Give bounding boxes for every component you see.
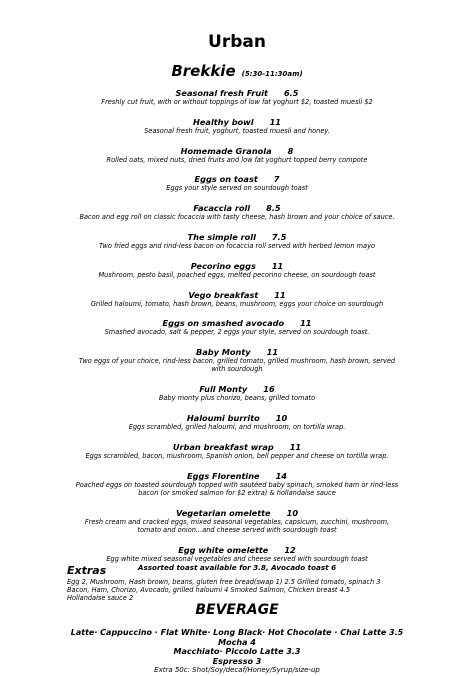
menu-item-description: Rolled oats, mixed nuts, dried fruits and low fat yoghurt topped berry compote <box>106 155 368 164</box>
menu-item-price: 12 <box>284 544 296 555</box>
menu-item-description: Baby monty plus chorizo, beans, grilled tomato <box>158 394 316 403</box>
menu-item-price: 10 <box>286 507 299 518</box>
menu-item-heading <box>0 413 474 423</box>
menu-item-heading <box>0 232 474 242</box>
menu-item-name: Facaccia roll <box>193 203 251 214</box>
menu-item-price: 11 <box>274 289 286 300</box>
beverage-line: Mocha 4 <box>218 637 256 647</box>
menu-item-description: Poached eggs on toasted sourdough topped with sautéed baby spinach, smoked ham or rind-less bacon (or smoked salmon for $2 extra) & hollandaise sauce <box>75 480 399 497</box>
menu-item-heading <box>0 471 474 481</box>
menu-item-price: 7.5 <box>271 231 287 242</box>
menu-item <box>0 146 474 164</box>
menu-item <box>0 88 474 106</box>
menu-item <box>0 174 474 192</box>
menu-item-name: Eggs on smashed avocado <box>162 318 285 329</box>
menu-item-heading <box>0 117 474 127</box>
restaurant-title: Urban <box>208 32 266 52</box>
menu-item-description: Two eggs of your choice, rind-less bacon, grilled tomato, grilled mushroom, hash brown, served with sourdough <box>78 357 396 374</box>
menu-item-note: Assorted toast available for 3.8, Avocado toast 6 <box>137 562 337 572</box>
menu-item-list <box>0 88 474 582</box>
menu-item-price: 11 <box>266 347 279 358</box>
extras-text: Egg 2, Mushroom, Hash brown, beans, gluten free bread(swap 1) 2.5 Grilled tomato, spinach 3 Bacon, Ham, Chorizo, Avocado, grilled haloumi 4 Smoked Salmon, Chicken breast 4.5 Hollandaise sauce 2 <box>67 578 381 602</box>
menu-item <box>0 442 474 460</box>
menu-item-heading <box>0 261 474 271</box>
menu-item <box>0 384 474 402</box>
beverage-line: Latte· Cappuccino · Flat White· Long Black· Hot Chocolate · Chai Latte 3.5 <box>70 628 404 637</box>
menu-item-heading <box>0 347 474 357</box>
menu-item-name: Pecorino eggs <box>190 260 256 271</box>
menu-item <box>0 347 474 373</box>
menu-item-name: Vegetarian omelette <box>175 507 271 518</box>
menu-item-name: Urban breakfast wrap <box>172 441 274 452</box>
menu-item-price: 6.5 <box>283 88 299 98</box>
menu-item <box>0 471 474 497</box>
beverage-line: Macchiato· Piccolo Latte 3.3 <box>173 647 301 657</box>
menu-item-description: Smashed avocado, salt & pepper, 2 eggs your style, served on sourdough toast. <box>104 328 370 337</box>
menu-item-price: 11 <box>289 441 302 452</box>
section-name: Brekkie <box>171 62 236 80</box>
menu-item-heading <box>0 508 474 518</box>
menu-item-name: Egg white omelette <box>178 544 269 555</box>
menu-item-name: Haloumi burrito <box>186 412 260 423</box>
section-hours: (5:30-11:30am) <box>241 70 303 78</box>
menu-item-description: Grilled haloumi, tomato, hash brown, beans, mushroom, eggs your choice on sourdough <box>90 299 384 308</box>
menu-item-name: Baby Monty <box>195 347 251 358</box>
menu-item-price: 7 <box>273 174 280 185</box>
menu-item-price: 8 <box>287 145 294 156</box>
menu-item-name: Seasonal fresh Fruit <box>175 88 268 98</box>
menu-item-heading <box>0 318 474 328</box>
menu-item-heading <box>0 146 474 156</box>
menu-item-description: Mushroom, pesto basil, poached eggs, melted pecorino cheese, on sourdough toast <box>98 270 376 279</box>
menu-item <box>0 413 474 431</box>
menu-item-name: The simple roll <box>187 231 256 242</box>
menu-item-name: Homemade Granola <box>180 145 272 156</box>
menu-item-price: 11 <box>271 260 284 271</box>
menu-item-heading <box>0 384 474 394</box>
menu-item-name: Vego breakfast <box>188 289 259 300</box>
menu-item-description: Freshly cut fruit, with or without toppings of low fat yoghurt $2, toasted muesli $2 <box>101 98 373 106</box>
menu-item-name: Eggs on toast <box>194 174 258 185</box>
menu-item-heading <box>0 88 474 98</box>
menu-item-name: Full Monty <box>199 384 248 395</box>
menu-item <box>0 117 474 135</box>
menu-item-name: Healthy bowl <box>193 116 254 127</box>
beverage-extras-line: Extra 50c: Shot/Soy/decaf/Honey/Syrup/size-up <box>154 666 320 675</box>
menu-item <box>0 232 474 250</box>
menu-item-price: 8.5 <box>266 203 281 214</box>
menu-item <box>0 318 474 336</box>
menu-item-heading <box>0 442 474 452</box>
menu-item-description: Eggs scrambled, bacon, mushroom, Spanish onion, bell pepper and cheese on tortilla wrap. <box>85 451 389 460</box>
menu-item-price: 10 <box>275 412 288 423</box>
section-heading <box>0 62 474 80</box>
menu-item-description: Egg white mixed seasonal vegetables and cheese served with sourdough toast <box>106 554 368 563</box>
menu-item <box>0 508 474 534</box>
menu-item-description: Bacon and egg roll on classic focaccia with tasty cheese, hash brown and your choice of sauce. <box>79 213 395 222</box>
menu-item-heading <box>0 545 474 555</box>
extras-heading: Extras <box>67 564 107 577</box>
menu-item-description: Eggs your style served on sourdough toast <box>166 184 308 193</box>
menu-item-price: 16 <box>263 384 275 395</box>
menu-item-heading <box>0 203 474 213</box>
beverage-list <box>0 628 474 676</box>
menu-item-price: 11 <box>300 318 312 329</box>
menu-item-price: 14 <box>275 470 287 481</box>
menu-item-description: Two fried eggs and rind-less bacon on focaccia roll served with herbed lemon mayo <box>98 241 376 250</box>
beverage-heading: BEVERAGE <box>195 602 279 618</box>
menu-item-description: Fresh cream and cracked eggs, mixed seasonal vegetables, capsicum, zucchini, mushroom, tomato and onion...and cheese served with sourdough toast <box>84 517 390 534</box>
beverage-line: Espresso 3 <box>212 656 262 666</box>
menu-item-heading <box>0 174 474 184</box>
menu-item <box>0 203 474 221</box>
menu-item-price: 11 <box>269 116 281 127</box>
menu-item-description: Eggs scrambled, grilled haloumi, and mushroom, on tortilla wrap. <box>128 422 346 431</box>
menu-item <box>0 290 474 308</box>
menu-item-name: Eggs Florentine <box>187 470 260 481</box>
menu-item-heading <box>0 290 474 300</box>
menu-item-description: Seasonal fresh fruit, yoghurt, toasted muesli and honey. <box>144 126 330 135</box>
menu-item <box>0 261 474 279</box>
